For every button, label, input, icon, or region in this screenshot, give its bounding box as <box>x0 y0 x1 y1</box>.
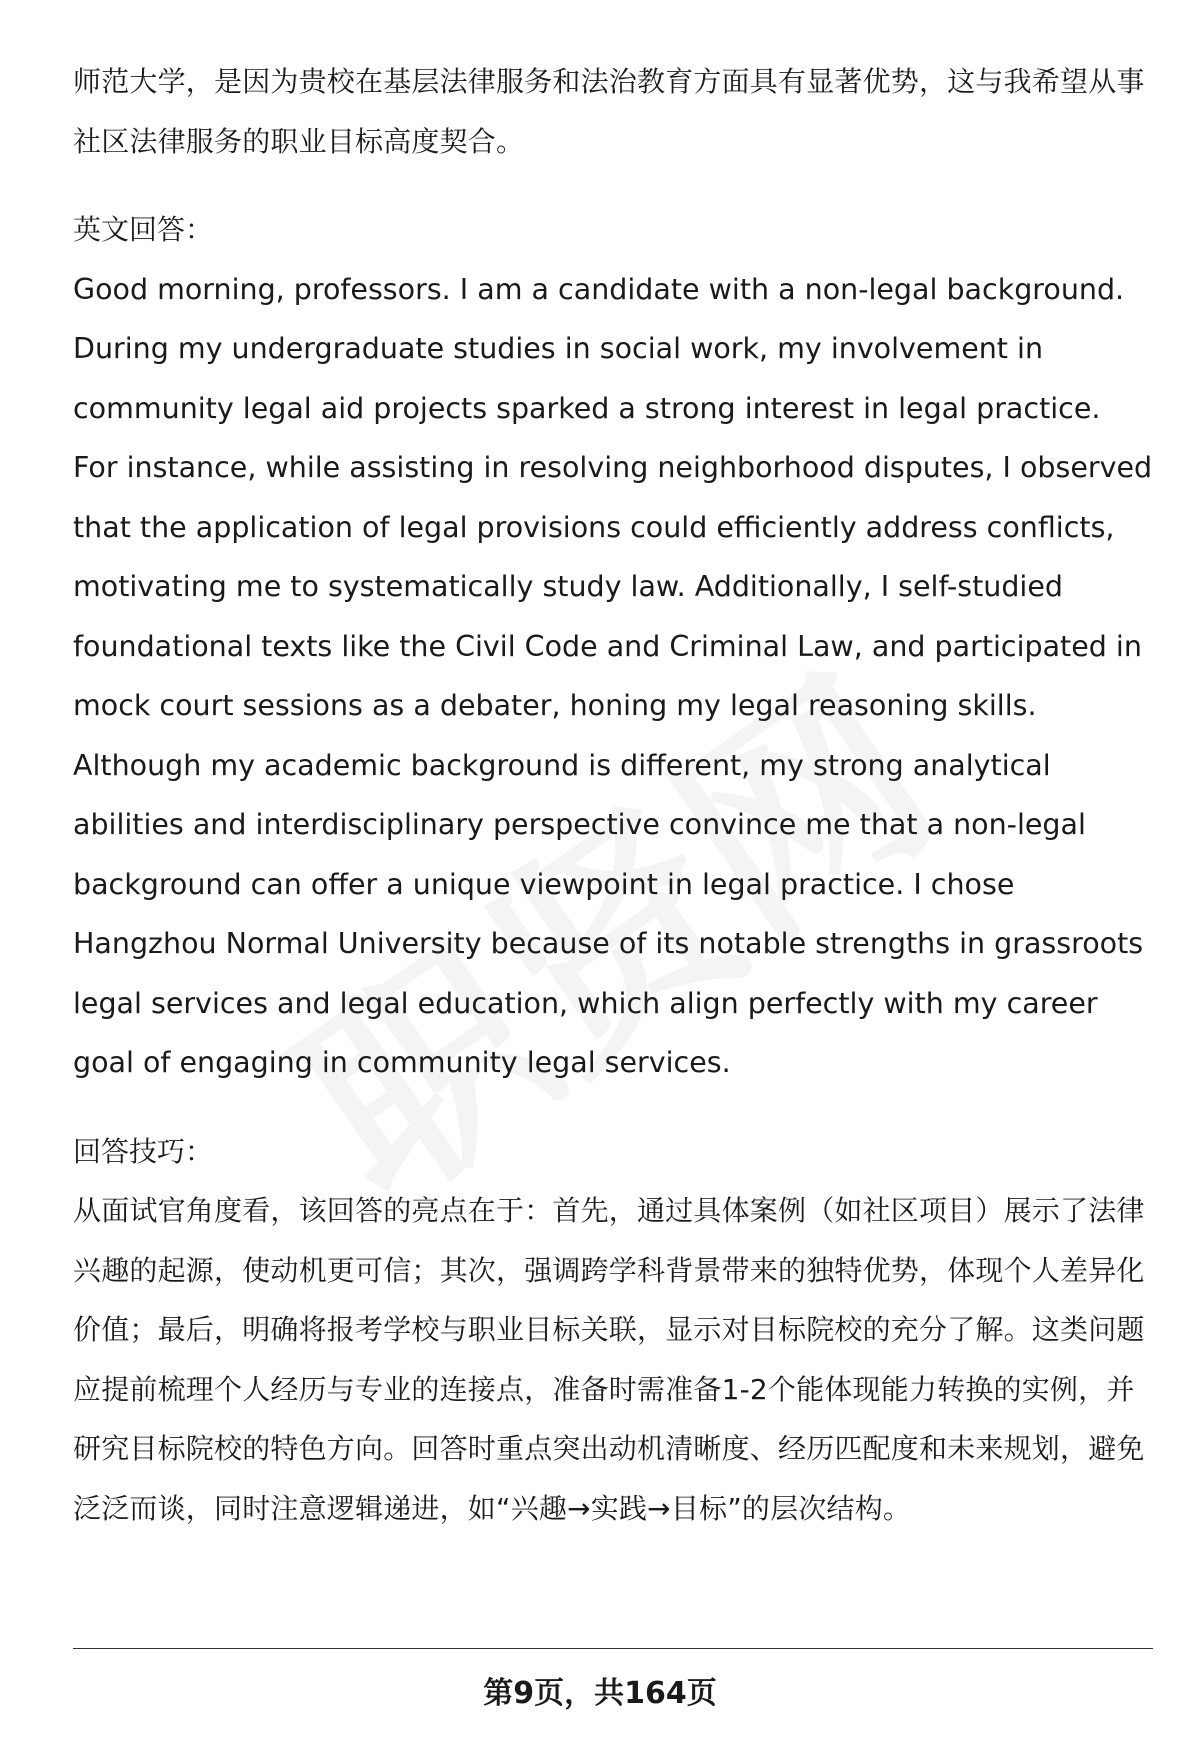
tips-text: 从面试官角度看，该回答的亮点在于：首先，通过具体案例（如社区项目）展示了法律兴趣的起源，使动机更可信；其次，强调跨学科背景带来的独特优势，体现个人差异化价值；最后，明确将报考学校与职业目标关联，显示对目标院校的充分了解。这类问题应提前梳理个人经历与专业的连接点，准备时需准备1-2个能体现能力转换的实例，并研究目标院校的特色方向。回答时重点突出动机清晰度、经历匹配度和未来规划，避免泛泛而谈，同时注意逻辑递进，如“兴趣→实践→目标”的层次结构。 <box>73 1194 1145 1525</box>
document-page <box>73 52 1153 1538</box>
footer-divider <box>73 1648 1153 1649</box>
english-answer-section <box>73 200 1153 1093</box>
english-answer-label: 英文回答： <box>73 213 214 246</box>
intro-continuation: 师范大学，是因为贵校在基层法律服务和法治教育方面具有显著优势，这与我希望从事社区法律服务的职业目标高度契合。 <box>73 65 1145 158</box>
tips-section <box>73 1122 1153 1539</box>
page-number: 第9页，共164页 <box>483 1676 717 1711</box>
tips-label: 回答技巧： <box>73 1134 214 1168</box>
english-answer-text: Good morning, professors. I am a candidate with a non-legal background. During my undergraduate studies in social work, my involvement in community legal aid projects sparked a strong interest in legal practice. For instance, while assisting in resolving neighborhood disputes, I observed that the application of legal provisions could efficiently address conflicts, motivating me to systematically study law. Additionally, I self-studied foundational texts like the Civil Code and Criminal Law, and participated in mock court sessions as a debater, honing my legal reasoning skills. Although my academic background is different, my strong analytical abilities and interdisciplinary perspective convince me that a non-legal background can offer a unique viewpoint in legal practice. I chose Hangzhou Normal University because of its notable strengths in grassroots legal services and legal education, which align perfectly with my career goal of engaging in community legal services. <box>73 272 1153 1079</box>
